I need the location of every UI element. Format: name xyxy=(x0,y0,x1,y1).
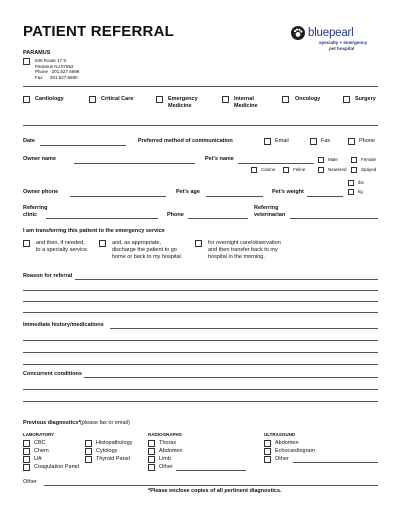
lab-cyto-label: Cytology xyxy=(96,448,118,454)
referring-vet-field[interactable] xyxy=(290,218,378,219)
female-label: Female xyxy=(361,157,377,162)
referring-clinic-label: Referring xyxy=(23,205,48,211)
lbs-checkbox[interactable] xyxy=(348,180,354,186)
lab-histo-checkbox[interactable] xyxy=(85,440,92,447)
rad-thorax-label: Thorax xyxy=(159,440,177,446)
neutered-checkbox[interactable] xyxy=(318,167,324,173)
brand-tagline-2: pet hospital xyxy=(329,46,355,51)
rad-other-field[interactable] xyxy=(176,470,246,471)
location-checkbox[interactable] xyxy=(23,58,30,65)
concurrent-line[interactable] xyxy=(23,401,378,402)
pets-weight-field[interactable] xyxy=(307,196,343,197)
pets-name-field[interactable] xyxy=(238,163,314,164)
service-internal-checkbox[interactable] xyxy=(222,96,229,103)
service-critical-care-checkbox[interactable] xyxy=(89,96,96,103)
footnote: *Please enclose copies of all pertinent diagnostics. xyxy=(148,488,282,494)
location-phone: Phone 201.527.6699 xyxy=(35,69,80,74)
comm-fax-checkbox[interactable] xyxy=(310,138,317,145)
other-label: Other xyxy=(23,479,37,485)
pets-age-label: Pet’s age xyxy=(176,189,200,195)
owner-name-field[interactable] xyxy=(74,163,195,164)
transfer-opt1-line2: to a specialty service. xyxy=(36,247,89,253)
owner-phone-field[interactable] xyxy=(70,196,166,197)
diagnostics-heading: Previous diagnostics* xyxy=(23,420,81,426)
rad-abdomen-label: Abdomen xyxy=(159,448,183,454)
owner-phone-label: Owner phone xyxy=(23,189,59,195)
concurrent-label: Concurrent conditions xyxy=(23,371,82,377)
transfer-opt3-line2: and then transfer back to my xyxy=(208,247,278,253)
lab-histo-label: Histopathology xyxy=(96,440,133,446)
comm-phone-checkbox[interactable] xyxy=(348,138,355,145)
history-line[interactable] xyxy=(23,364,378,365)
concurrent-field[interactable] xyxy=(84,377,378,378)
service-emergency-label-2: Medicine xyxy=(168,102,192,109)
service-emergency-label: Emergency xyxy=(168,96,198,102)
spayed-checkbox[interactable] xyxy=(351,167,357,173)
rad-abdomen-checkbox[interactable] xyxy=(148,448,155,455)
lab-cyto-checkbox[interactable] xyxy=(85,448,92,455)
us-abdomen-label: Abdomen xyxy=(275,440,299,446)
radiographs-heading: RADIOGRAPHS xyxy=(148,432,182,437)
kg-label: kg xyxy=(358,189,363,194)
transfer-opt2-line3: home or back to my hospital. xyxy=(112,254,183,260)
brand-name: bluepearl xyxy=(308,27,354,39)
transfer-opt3-line1: for overnight care/observation xyxy=(208,240,281,246)
rad-limb-label: Limb xyxy=(159,456,171,462)
reason-line[interactable] xyxy=(23,312,378,313)
feline-label: Feline xyxy=(293,167,306,172)
service-surgery-checkbox[interactable] xyxy=(343,96,350,103)
lab-coag-checkbox[interactable] xyxy=(23,464,30,471)
kg-checkbox[interactable] xyxy=(348,189,354,195)
history-line[interactable] xyxy=(23,352,378,353)
spayed-label: Spayed xyxy=(361,167,377,172)
reason-label: Reason for referral xyxy=(23,273,73,279)
reason-line[interactable] xyxy=(23,301,378,302)
transfer-opt1-line1: and then, if needed, xyxy=(36,240,85,246)
history-field[interactable] xyxy=(110,328,378,329)
service-internal-label: Internal xyxy=(234,96,254,102)
rad-limb-checkbox[interactable] xyxy=(148,456,155,463)
pets-age-field[interactable] xyxy=(206,196,263,197)
feline-checkbox[interactable] xyxy=(283,167,289,173)
comm-email-checkbox[interactable] xyxy=(264,138,271,145)
rad-thorax-checkbox[interactable] xyxy=(148,440,155,447)
service-oncology-label: Oncology xyxy=(295,96,321,102)
lab-ua-checkbox[interactable] xyxy=(23,456,30,463)
history-label: Immediate history/medications xyxy=(23,322,104,328)
lbs-label: lbs xyxy=(358,180,364,185)
canine-checkbox[interactable] xyxy=(251,167,257,173)
lab-ua-label: UA xyxy=(34,456,42,462)
rad-other-checkbox[interactable] xyxy=(148,464,155,471)
location-address-1: 545 Route 17 S xyxy=(35,58,67,63)
brand-tagline-1: specialty + emergency xyxy=(319,40,368,45)
service-emergency-checkbox[interactable] xyxy=(156,96,163,103)
lab-thyroid-label: Thyroid Panel xyxy=(96,456,130,462)
transfer-opt3-checkbox[interactable] xyxy=(195,240,202,247)
transfer-opt2-line2: discharge the patient to go xyxy=(112,247,177,253)
us-other-field[interactable] xyxy=(293,462,378,463)
divider xyxy=(23,86,378,87)
service-internal-label-2: Medicine xyxy=(234,102,258,109)
pawprint-icon xyxy=(291,26,305,40)
diagnostics-heading-note: (please fax or email) xyxy=(80,420,130,426)
us-other-checkbox[interactable] xyxy=(264,456,271,463)
rad-other-label: Other xyxy=(159,464,173,470)
service-cardiology-label: Cardiology xyxy=(35,96,64,102)
date-field[interactable] xyxy=(40,145,126,146)
comm-fax-label: Fax xyxy=(321,138,331,144)
location-address-2: Paramus NJ 07652 xyxy=(35,63,74,69)
us-echo-checkbox[interactable] xyxy=(264,448,271,455)
male-label: Male xyxy=(328,157,338,162)
service-oncology-checkbox[interactable] xyxy=(282,96,289,103)
ultrasound-heading: ULTRASOUND xyxy=(264,432,296,437)
lab-chem-checkbox[interactable] xyxy=(23,448,30,455)
date-label: Date xyxy=(23,138,35,144)
lab-coag-label: Coagulation Panel xyxy=(34,464,79,470)
laboratory-heading: LABORATORY xyxy=(23,432,55,437)
transfer-opt2-line1: and, as appropriate, xyxy=(112,240,161,246)
lab-cbc-label: CBC xyxy=(34,440,46,446)
referring-clinic-field[interactable] xyxy=(46,218,158,219)
transfer-heading: I am transferring this patient to the emergency service xyxy=(23,228,165,234)
referring-vet-label-2: veterinarian xyxy=(254,212,286,218)
history-line[interactable] xyxy=(23,340,378,341)
other-field[interactable] xyxy=(44,485,378,486)
us-abdomen-checkbox[interactable] xyxy=(264,440,271,447)
owner-name-label: Owner name xyxy=(23,156,57,162)
male-checkbox[interactable] xyxy=(318,157,324,163)
preferred-comm-label: Preferred method of communication xyxy=(138,138,233,144)
concurrent-line[interactable] xyxy=(23,389,378,390)
lab-cbc-checkbox[interactable] xyxy=(23,440,30,447)
reason-field[interactable] xyxy=(75,279,378,280)
phone-label: Phone xyxy=(167,212,184,218)
canine-label: Canine xyxy=(261,167,276,172)
pets-name-label: Pet’s name xyxy=(205,156,234,162)
reason-line[interactable] xyxy=(23,290,378,291)
pets-weight-label: Pet’s weight xyxy=(272,189,304,195)
neutered-label: Neutered xyxy=(328,167,347,172)
comm-phone-label: Phone xyxy=(359,138,375,144)
lab-thyroid-checkbox[interactable] xyxy=(85,456,92,463)
page-title: PATIENT REFERRAL xyxy=(23,23,174,40)
us-other-label: Other xyxy=(275,456,289,462)
transfer-opt2-checkbox[interactable] xyxy=(99,240,106,247)
us-echo-label: Echocardiogram xyxy=(275,448,316,454)
comm-email-label: Email xyxy=(275,138,289,144)
transfer-opt1-checkbox[interactable] xyxy=(23,240,30,247)
female-checkbox[interactable] xyxy=(351,157,357,163)
referring-clinic-label-2: clinic xyxy=(23,212,38,218)
location-fax: Fax 201.527.6690 xyxy=(35,74,78,80)
divider xyxy=(23,125,378,126)
service-critical-care-label: Critical Care xyxy=(101,96,134,102)
service-surgery-label: Surgery xyxy=(355,96,376,102)
brand-logo xyxy=(289,24,381,60)
service-cardiology-checkbox[interactable] xyxy=(23,96,30,103)
transfer-opt3-line3: hospital in the morning. xyxy=(208,254,265,260)
location-name: PARAMUS xyxy=(23,50,51,56)
referring-vet-label: Referring xyxy=(254,205,279,211)
lab-chem-label: Chem xyxy=(34,448,49,454)
phone-field[interactable] xyxy=(188,218,248,219)
